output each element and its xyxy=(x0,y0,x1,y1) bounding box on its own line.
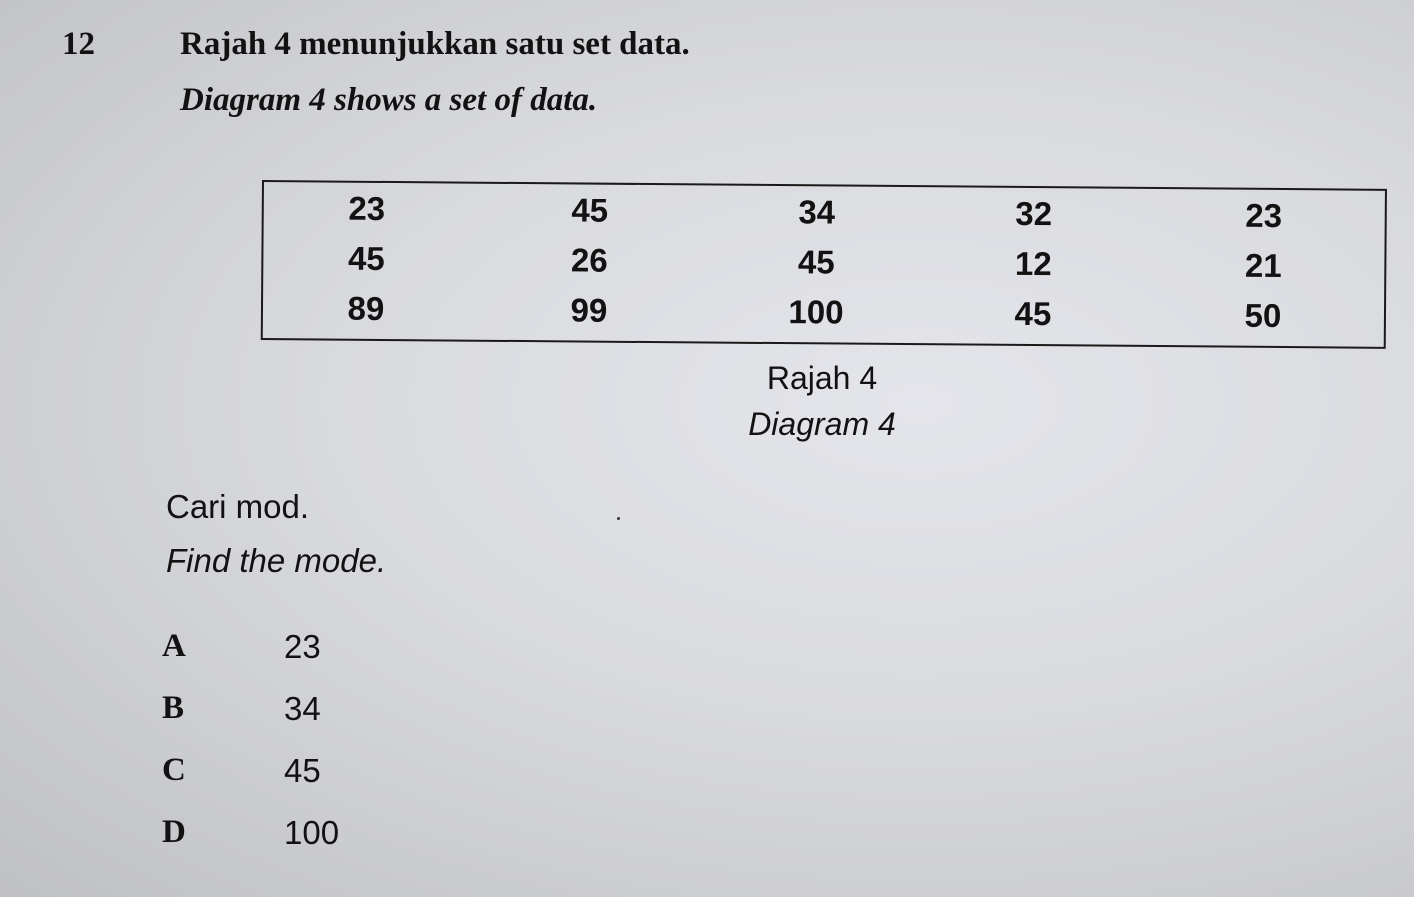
table-cell: 45 xyxy=(347,239,385,277)
diagram-caption-malay: Rajah 4 xyxy=(766,360,878,396)
question-stem-english: Diagram 4 shows a set of data. xyxy=(180,82,598,118)
table-row xyxy=(264,184,1385,241)
paper-speck xyxy=(617,517,620,520)
option-value: 100 xyxy=(284,814,340,851)
table-cell: 45 xyxy=(797,243,835,281)
option-letter: A xyxy=(162,628,186,664)
option-letter: B xyxy=(162,690,185,726)
table-cell: 23 xyxy=(348,189,386,227)
table-cell: 45 xyxy=(571,191,609,229)
question-stem-malay: Rajah 4 menunjukkan satu set data. xyxy=(180,26,690,62)
table-cell: 26 xyxy=(570,241,608,279)
table-cell: 32 xyxy=(1015,194,1053,233)
table-cell: 100 xyxy=(788,293,844,331)
table-cell: 12 xyxy=(1014,244,1052,283)
data-table xyxy=(261,180,1387,349)
table-cell: 89 xyxy=(347,289,385,327)
table-cell: 99 xyxy=(570,291,608,329)
option-value: 45 xyxy=(284,752,321,789)
option-value: 34 xyxy=(284,690,321,727)
table-row xyxy=(263,234,1384,291)
table-cell: 50 xyxy=(1244,296,1282,335)
instruction-english: Find the mode. xyxy=(166,542,387,579)
diagram-caption-english: Diagram 4 xyxy=(748,406,896,442)
table-cell: 34 xyxy=(798,193,836,231)
option-letter: C xyxy=(162,752,186,788)
table-cell: 21 xyxy=(1244,246,1282,285)
table-row xyxy=(263,284,1384,341)
table-cell: 45 xyxy=(1014,294,1052,333)
question-number: 12 xyxy=(62,26,95,62)
instruction-malay: Cari mod. xyxy=(166,488,310,525)
table-cell: 23 xyxy=(1245,196,1283,235)
option-value: 23 xyxy=(284,628,321,665)
option-letter: D xyxy=(162,814,186,850)
